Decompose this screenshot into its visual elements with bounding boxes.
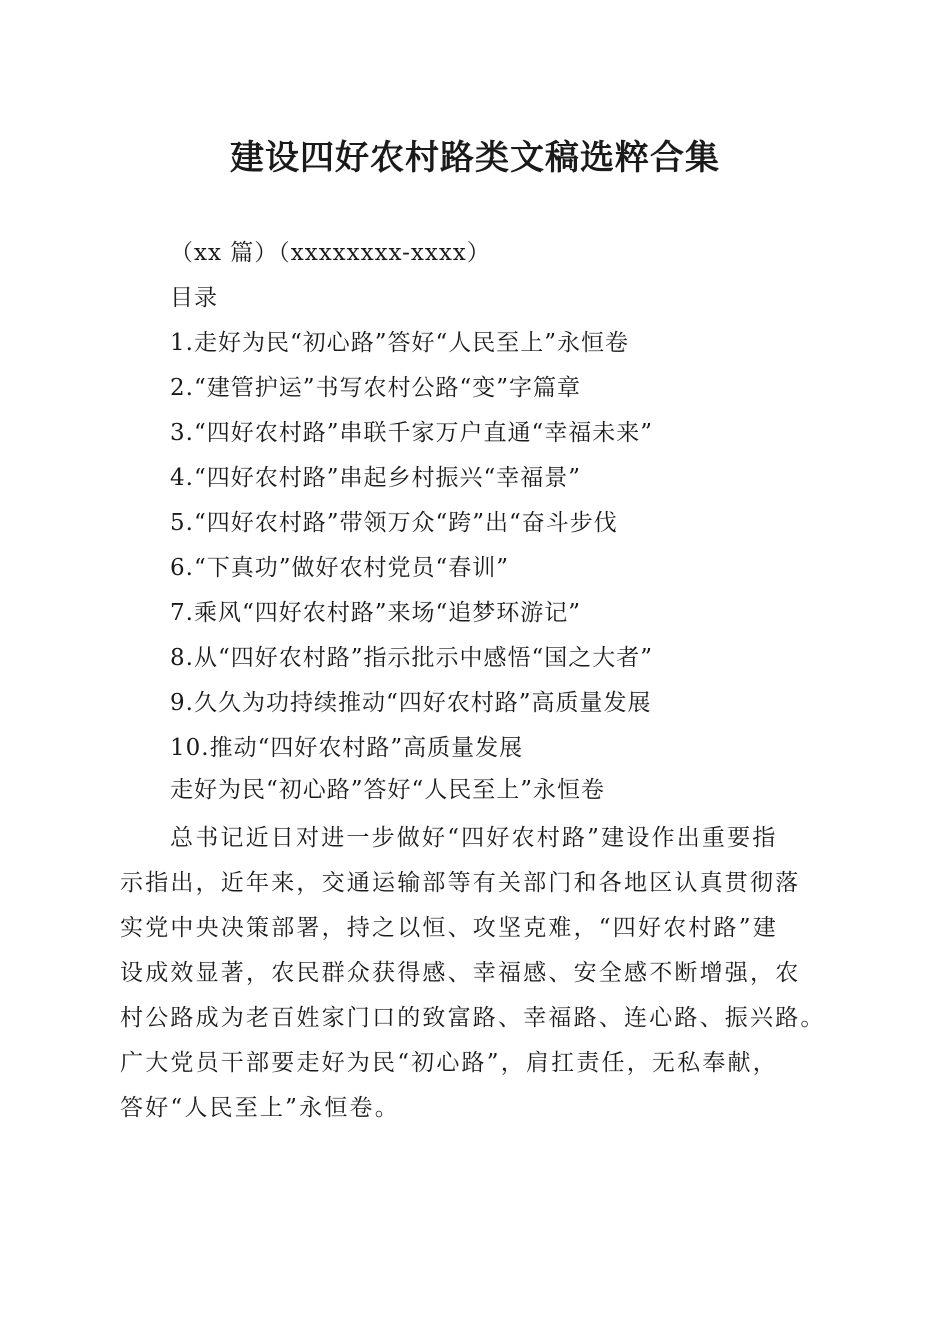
document-title: 建设四好农村路类文稿选粹合集 xyxy=(230,138,720,178)
body-line: 答好“人民至上”永恒卷。 xyxy=(120,1095,400,1121)
body-line: 村公路成为老百姓家门口的致富路、幸福路、连心路、振兴路。 xyxy=(120,1005,826,1031)
body-line: 广大党员干部要走好为民“初心路”，肩扛责任，无私奉献， xyxy=(120,1050,778,1076)
toc-heading: 目录 xyxy=(170,285,218,311)
body-line: 总书记近日对进一步做好“四好农村路”建设作出重要指 xyxy=(170,825,778,851)
body-line: 设成效显著，农民群众获得感、幸福感、安全感不断增强，农 xyxy=(120,960,801,986)
toc-item: 5.“四好农村路”带领万众“跨”出“奋斗步伐 xyxy=(170,510,618,536)
body-line: 示指出，近年来，交通运输部等有关部门和各地区认真贯彻落 xyxy=(120,870,801,896)
toc-item: 1.走好为民“初心路”答好“人民至上”永恒卷 xyxy=(170,330,629,356)
section-heading: 走好为民“初心路”答好“人民至上”永恒卷 xyxy=(170,777,606,803)
toc-item: 8.从“四好农村路”指示批示中感悟“国之大者” xyxy=(170,645,653,671)
toc-item: 2.“建管护运”书写农村公路“变”字篇章 xyxy=(170,375,581,401)
body-paragraph xyxy=(120,816,840,1131)
toc-item: 3.“四好农村路”串联千家万户直通“幸福未来” xyxy=(170,420,653,446)
body-line: 实党中央决策部署，持之以恒、攻坚克难，“四好农村路”建 xyxy=(120,915,778,941)
toc-item: 6.“下真功”做好农村党员“春训” xyxy=(170,555,509,581)
toc-item: 10.推动“四好农村路”高质量发展 xyxy=(170,735,524,761)
toc-item: 7.乘风“四好农村路”来场“追梦环游记” xyxy=(170,600,581,626)
meta-line: （xx 篇）（xxxxxxxx-xxxx） xyxy=(170,240,491,266)
toc-item: 4.“四好农村路”串起乡村振兴“幸福景” xyxy=(170,465,581,491)
toc-item: 9.久久为功持续推动“四好农村路”高质量发展 xyxy=(170,690,652,716)
